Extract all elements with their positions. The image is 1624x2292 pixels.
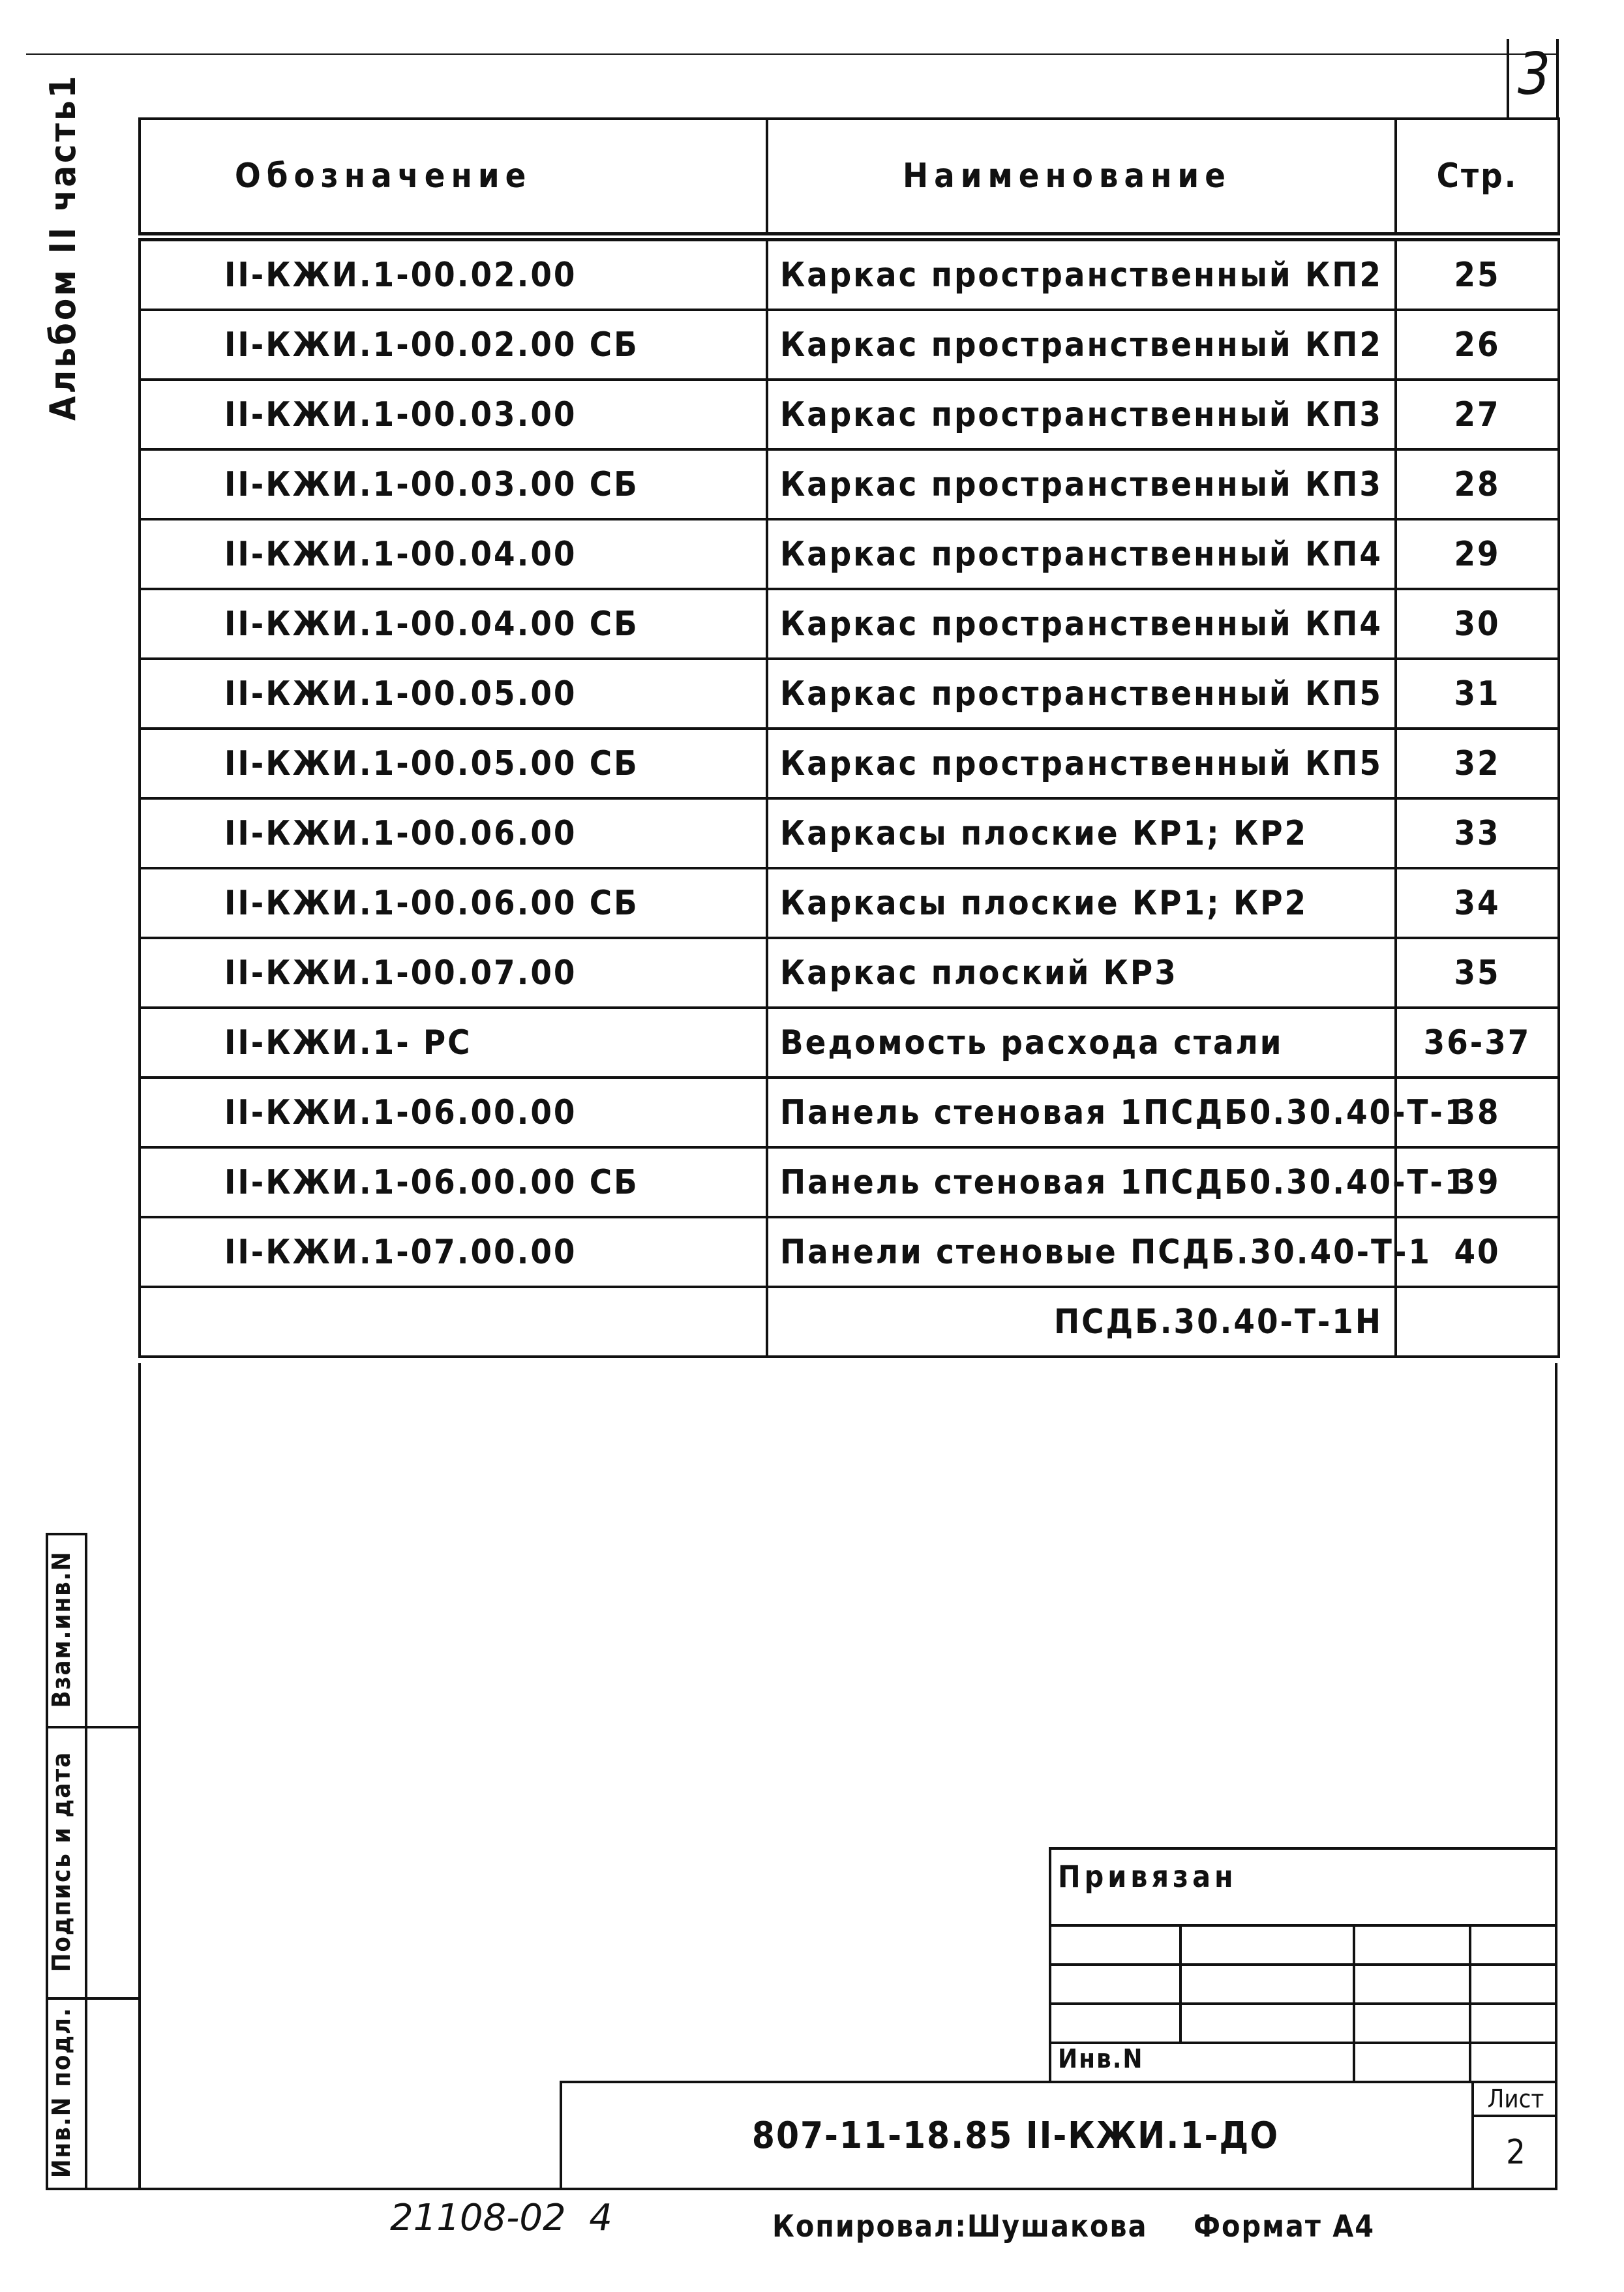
row-code: II-КЖИ.1-00.06.00 СБ	[140, 868, 767, 938]
row-name: Панели стеновые ПСДБ.30.40-Т-1	[767, 1217, 1396, 1287]
title-sheet-label: Лист	[1487, 2085, 1544, 2113]
row-code: II-КЖИ.1-06.00.00 СБ	[140, 1147, 767, 1217]
stamp-top	[1049, 1847, 1557, 1850]
title-designation: 807-11-18.85 II-КЖИ.1-ДО	[751, 2115, 1280, 2157]
stamp-row1	[1049, 1924, 1557, 1927]
corner-box-right	[1556, 39, 1559, 119]
row-name: Панель стеновая 1ПСДБ0.30.40-Т-1	[767, 1078, 1396, 1147]
row-code: II-КЖИ.1-00.07.00	[140, 938, 767, 1008]
footer-copied-by: Копировал:Шушакова	[772, 2209, 1148, 2244]
table-body	[140, 237, 1559, 1357]
table-row	[140, 589, 1559, 659]
stamp-row3	[1049, 2002, 1557, 2005]
binding-stamp	[1049, 1847, 1557, 2082]
left-stamp-podpis-data: Подпись и дата	[47, 1751, 76, 1972]
table-row	[140, 1217, 1559, 1287]
row-name: Каркас пространственный КП4	[767, 519, 1396, 589]
title-sheet-number: 2	[1506, 2133, 1526, 2172]
title-sheet-row	[1471, 2115, 1557, 2117]
contents-table	[138, 117, 1560, 1358]
row-page: 26	[1396, 310, 1559, 380]
table-row	[140, 1078, 1559, 1147]
row-page: 30	[1396, 589, 1559, 659]
table-row	[140, 868, 1559, 938]
row-name: Каркасы плоские КР1; КР2	[767, 798, 1396, 868]
stamp-col3	[1469, 1924, 1471, 2082]
corner-box-left	[1507, 39, 1509, 119]
table-row	[140, 659, 1559, 729]
row-name: Панель стеновая 1ПСДБ0.30.40-Т-1	[767, 1147, 1396, 1217]
sheet-corner-number: 3	[1517, 40, 1551, 108]
album-side-label: Альбом II часть1	[42, 73, 83, 421]
row-page: 33	[1396, 798, 1559, 868]
row-page: 27	[1396, 380, 1559, 449]
table-row	[140, 729, 1559, 798]
table-header-row	[140, 119, 1559, 237]
stamp-row2	[1049, 1963, 1557, 1966]
frame-left-line	[138, 1363, 141, 2190]
stamp-privyazan: Привязан	[1058, 1859, 1237, 1894]
row-page: 31	[1396, 659, 1559, 729]
row-code: II-КЖИ.1-00.06.00	[140, 798, 767, 868]
row-name: Каркас пространственный КП3	[767, 380, 1396, 449]
row-name: Каркас пространственный КП3	[767, 449, 1396, 519]
row-code: II-КЖИ.1-00.03.00 СБ	[140, 449, 767, 519]
left-stamp-top	[46, 1533, 85, 1535]
row-page: 34	[1396, 868, 1559, 938]
title-block	[560, 2081, 1557, 2190]
table-row	[140, 310, 1559, 380]
header-name: Наименование	[767, 119, 1396, 237]
row-code: II-КЖИ.1-00.04.00	[140, 519, 767, 589]
left-stamp-inv-podl: Инв.N подл.	[47, 2006, 76, 2179]
table-row	[140, 519, 1559, 589]
stamp-col1	[1179, 1924, 1182, 2042]
row-page: 29	[1396, 519, 1559, 589]
header-code: Обозначение	[140, 119, 767, 237]
row-page: 25	[1396, 237, 1559, 310]
row-code: II-КЖИ.1-00.02.00	[140, 237, 767, 310]
row-page	[1396, 1287, 1559, 1357]
row-name: Каркас пространственный КП5	[767, 659, 1396, 729]
footer-handwritten: 21108-02 4	[390, 2197, 612, 2239]
row-name: Каркас пространственный КП2	[767, 237, 1396, 310]
row-code	[140, 1287, 767, 1357]
table-row	[140, 1147, 1559, 1217]
row-code: II-КЖИ.1-00.05.00	[140, 659, 767, 729]
footer-format: Формат А4	[1194, 2209, 1376, 2244]
table-row	[140, 449, 1559, 519]
title-top	[560, 2081, 1557, 2083]
row-name: Каркасы плоские КР1; КР2	[767, 868, 1396, 938]
stamp-inv-n: Инв.N	[1058, 2044, 1144, 2074]
row-name: Каркас плоский КР3	[767, 938, 1396, 1008]
left-stamp-vzam-inv: Взам.инв.N	[47, 1550, 76, 1708]
row-code: II-КЖИ.1-00.04.00 СБ	[140, 589, 767, 659]
table-row	[140, 798, 1559, 868]
table-row	[140, 938, 1559, 1008]
table-row	[140, 237, 1559, 310]
row-code: II-КЖИ.1-00.02.00 СБ	[140, 310, 767, 380]
row-page: 36-37	[1396, 1008, 1559, 1078]
row-code: II-КЖИ.1- РС	[140, 1008, 767, 1078]
row-name: Каркас пространственный КП5	[767, 729, 1396, 798]
row-page: 28	[1396, 449, 1559, 519]
row-page: 40	[1396, 1217, 1559, 1287]
row-page: 32	[1396, 729, 1559, 798]
row-name: Ведомость расхода стали	[767, 1008, 1396, 1078]
row-page: 39	[1396, 1147, 1559, 1217]
row-code: II-КЖИ.1-07.00.00	[140, 1217, 767, 1287]
table-row	[140, 380, 1559, 449]
row-name: ПСДБ.30.40-Т-1Н	[767, 1287, 1396, 1357]
top-border-line	[26, 53, 1559, 55]
stamp-col2	[1353, 1924, 1355, 2082]
row-code: II-КЖИ.1-06.00.00	[140, 1078, 767, 1147]
row-page: 38	[1396, 1078, 1559, 1147]
table-row	[140, 1287, 1559, 1357]
row-name: Каркас пространственный КП2	[767, 310, 1396, 380]
row-code: II-КЖИ.1-00.05.00 СБ	[140, 729, 767, 798]
row-page: 35	[1396, 938, 1559, 1008]
table-row	[140, 1008, 1559, 1078]
left-stamp-inner-line	[85, 1533, 87, 2190]
row-code: II-КЖИ.1-00.03.00	[140, 380, 767, 449]
row-name: Каркас пространственный КП4	[767, 589, 1396, 659]
header-page: Стр.	[1396, 119, 1559, 237]
